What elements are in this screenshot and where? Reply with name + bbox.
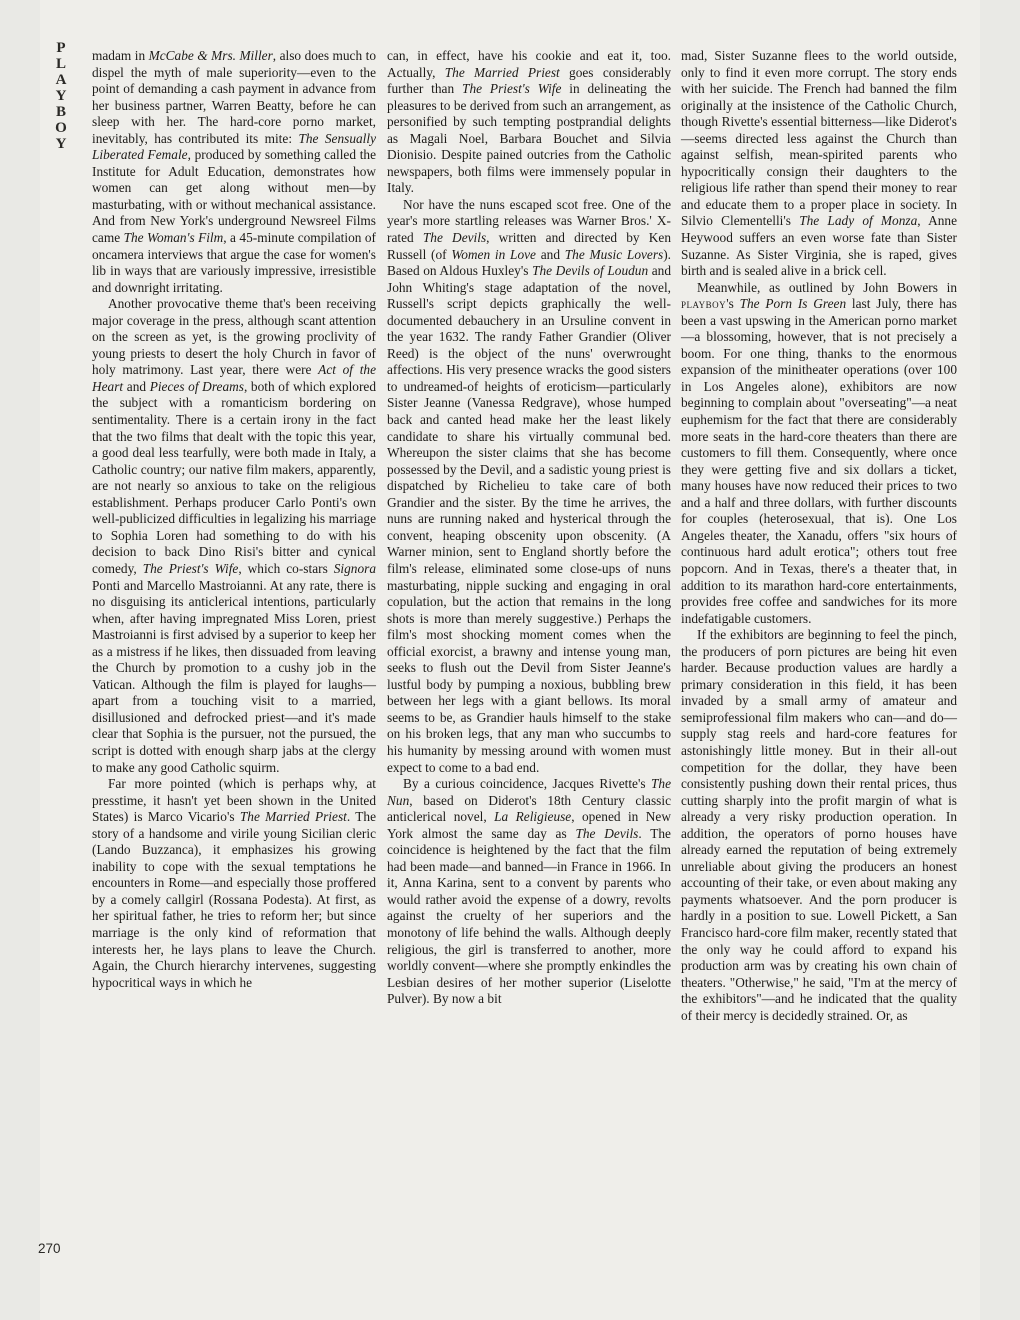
magazine-name-smallcaps: playboy: [681, 296, 727, 312]
article-column-1: [92, 48, 376, 991]
paragraph: Far more pointed (which is perhaps why, at presstime, it hasn't yet been shown in the United States) is Marco Vicario's The Married Priest. The story of a handsome and virile young Sicilian cleric (Lando Buzzanca), it emphasizes his growing inability to cope with the sexual temptations he encounters in Rome—and especially those proffered by a comely callgirl (Rossana Podesta). At first, as her spiritual father, he tries to reform her; but since marriage is the only kind of reformation that interests her, he lays plans to leave the Church. Again, the Church hierarchy intervenes, suggesting hypocritical ways in which he: [92, 776, 376, 990]
article-column-2: [387, 48, 671, 1008]
paragraph: can, in effect, have his cookie and eat it, too. Actually, The Married Priest goes considerably further than The Priest's Wife in delineating the pleasures to be derived from such an arrangement, as personified by such tempting postprandial delights as Magali Noel, Barbara Bouchet and Silvia Dionisio. Despite pained outcries from the Catholic newspapers, both films were immensely popular in Italy.: [387, 48, 672, 196]
paragraph: Another provocative theme that's been receiving major coverage in the press, although scant attention on the screen as yet, is the growing proclivity of young priests to desert the holy Church in favor of holy matrimony. Last year, there were Act of the Heart and Pieces of Dreams, both of which explored the subject with a romanticism bordering on sentimentality. There is a certain irony in the fact that the two films that dealt with the topic this year, a good deal less tearfully, were both made in Italy, a Catholic country; our native film makers, apparently, are not nearly so anxious to take on the religious establishment. Perhaps producer Carlo Ponti's own well-publicized difficulties in legalizing his marriage to Sophia Loren had something to do with his decision to back Dino Risi's bitter and cynical comedy, The Priest's Wife, which co-stars Signora Ponti and Marcello Mastroianni. At any rate, there is no disguising its anticlerical intentions, particularly when, after having impregnated Miss Loren, priest Mastroianni is first advised by a superior to keep her as a mistress if he likes, then dissuaded from leaving the Church by promotion to a cushy job in the Vatican. Although the film is played for laughs—apart from a touching visit to a married, disillusioned and defrocked priest—and it's made clear that Sophia is the pursuer, not the pursued, the script is dotted with enough sharp jabs at the clergy to make any good Catholic squirm.: [92, 296, 377, 775]
paragraph: If the exhibitors are beginning to feel the pinch, the producers of porn pictures are being hit even harder. Because production values are hardly a primary consideration in this field, it has been invaded by a small army of amateur and semiprofessional film makers who can—and do—supply stag reels and hard-core features for astonishingly little money. But in their all-out competition for the dollar, they have been consistently pushing down their rental prices, thus cutting sharply into the profit margin of what is already a very risky production operation. In addition, the operators of porno houses have already earned the reputation of being extremely unreliable about giving the producers an honest accounting of their take, or even about making any payments whatsoever. And the porn producer is hardly in a position to sue. Lowell Pickett, a San Francisco hard-core film maker, recently stated that the only way he could afford to expand his production arm was by creating his own chain of theaters. "Otherwise," he said, "I'm at the mercy of the exhibitors"—and he indicated that the quality of their mercy is decidedly strained. Or, as: [681, 627, 957, 1023]
paragraph: By a curious coincidence, Jacques Rivette's The Nun, based on Diderot's 18th Century classic anticlerical novel, La Religieuse, opened in New York almost the same day as The Devils. The coincidence is heightened by the fact that the film had been made—and banned—in France in 1966. In it, Anna Karina, sent to a convent by parents who would rather avoid the expense of a dowry, revolts against the cruelty of her superiors and the monotony of life behind the walls. Although deeply religious, the girl is transferred to another, more worldly convent—where she promptly enkindles the Lesbian desires of her mother superior (Liselotte Pulver). By now a bit: [387, 776, 671, 1007]
page-number: 270: [38, 1241, 61, 1256]
paragraph: mad, Sister Suzanne flees to the world outside, only to find it even more corrupt. The story ends with her suicide. The French had banned the film originally at the insistence of the Catholic Church, though Rivette's essential bitterness—like Diderot's—seems directed less against the Church than against selfish, mean-spirited parents who hypocritically consign their daughters to the religious life rather than spend their money to rear and educate them to a proper place in society. In Silvio Clementelli's The Lady of Monza, Anne Heywood suffers an even worse fate than Sister Suzanne. As Sister Virginia, she is raped, gives birth and is sealed alive in a brick cell.: [681, 48, 957, 279]
paragraph: Meanwhile, as outlined by John Bowers in playboy's The Porn Is Green last July, there has been a vast upswing in the American porno market—a blossoming, however, that is not precisely a boom. For one thing, thanks to the enormous expansion of the minitheater operations (over 100 in Los Angeles alone), exhibitors are now beginning to complain about "overseating"—a neat euphemism for the fact that there are considerably more seats in the hard-core theaters than there are customers to fill them. Consequently, where once they were getting five and six dollars a ticket, many houses have now reduced their prices to two and a half and three dollars, with further discounts for couples (heterosexual, that is). One Los Angeles theater, the Xanadu, offers "six hours of continuous hard adult erotica"; others tout free popcorn. And in Texas, there's a theater that, in addition to its marathon hard-core entertainments, provides free coffee and sandwiches for its more indefatigable customers.: [681, 279, 957, 626]
paragraph: Nor have the nuns escaped scot free. One of the year's more startling releases was Warner Bros.' X-rated The Devils, written and directed by Ken Russell (of Women in Love and The Music Lovers). Based on Aldous Huxley's The Devils of Loudun and John Whiting's stage adaptation of the novel, Russell's script depicts graphically the well-documented debauchery in an Ursuline convent in the year 1632. The randy Father Grandier (Oliver Reed) is the object of the nuns' overwrought affections. His very presence wracks the good sisters to undreamed-of heights of eroticism—particularly Sister Jeanne (Vanessa Redgrave), whose humped back and canted head make her the least likely candidate to share his virtually communal bed. Whereupon the sister claims that she has become possessed by the Devil, and a sadistic young priest is dispatched by Richelieu to take care of both Grandier and the sister. By the time he arrives, the nuns are running naked and hysterical through the convent, heaping obscenity upon obscenity. (A Warner minion, sent to England shortly before the film's release, eliminated some close-ups of nuns masturbating, nipple sucking and engaging in oral copulation, but the action that remains in the long shots is more than merely suggestive.) Perhaps the film's most shocking moment comes when the official exorcist, a brawny and intense young man, seeks to flush out the Devil from Sister Jeanne's lustful body by pumping a noxious, bubbling brew between her legs with a giant bellows. Its moral seems to be, as Grandier hauls himself to the stake on his broken legs, that any man who succumbs to his humanity by messing around with women must expect to come to a bad end.: [387, 196, 672, 775]
article-column-3: [681, 48, 957, 1024]
running-head-brand: PLAYBOY: [53, 40, 69, 152]
paragraph: madam in McCabe & Mrs. Miller, also does much to dispel the myth of male superiority—even to the point of demanding a cash payment in advance from her business partner, Warren Beatty, before he can sleep with her. The hard-core porno market, inevitably, has contributed its mite: The Sensually Liberated Female, produced by something called the Institute for Adult Education, demonstrates how women can get along without men—by masturbating, with or without mechanical assistance. And from New York's underground Newsreel Films came The Woman's Film, a 45-minute compilation of oncamera interviews that argue the case for women's lib in ways that are variously impressive, irresistible and downright irritating.: [92, 48, 376, 295]
